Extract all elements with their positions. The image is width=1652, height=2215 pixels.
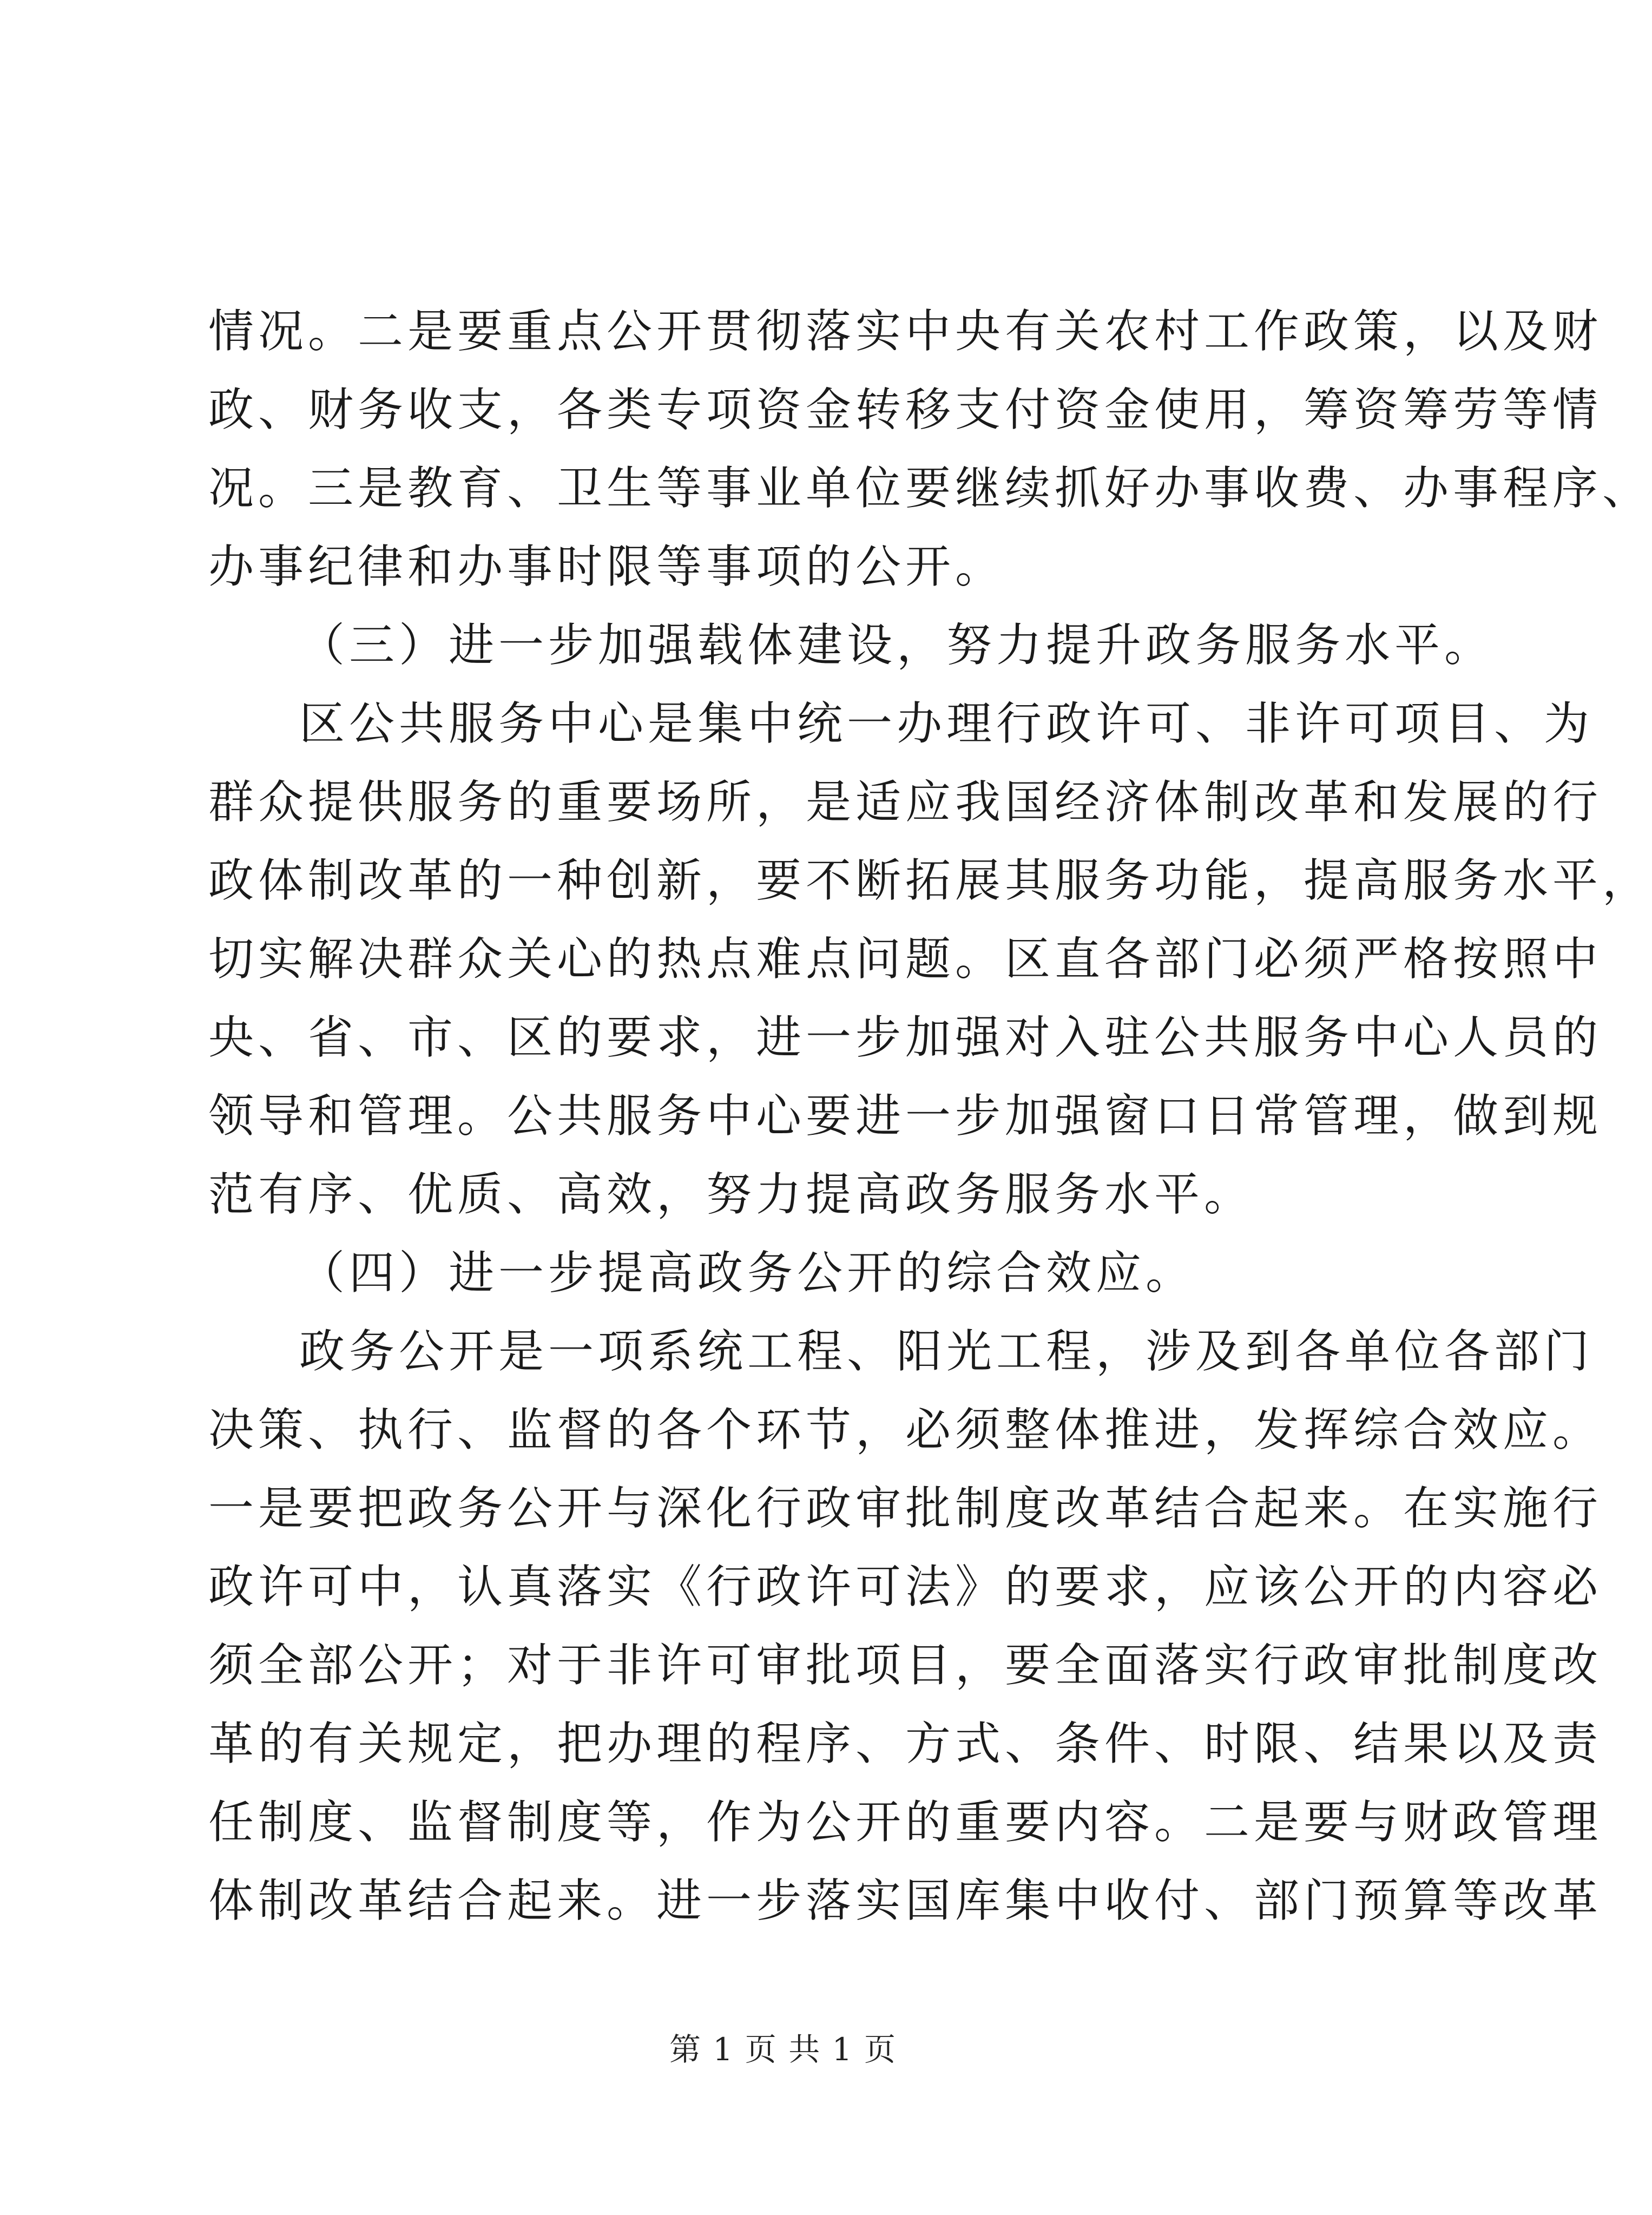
text-line: 革的有关规定，把办理的程序、方式、条件、时限、结果以及责 [208,1717,1603,1770]
text-line: 政务公开是一项系统工程、阳光工程，涉及到各单位各部门 [299,1325,1594,1378]
text-line: 央、省、市、区的要求，进一步加强对入驻公共服务中心人员的 [208,1011,1603,1064]
page-footer: 第 1 页 共 1 页 [669,2031,897,2068]
text-line: 体制改革结合起来。进一步落实国库集中收付、部门预算等改革 [208,1874,1603,1927]
text-line: 任制度、监督制度等，作为公开的重要内容。二是要与财政管理 [208,1796,1603,1849]
text-line: 政许可中，认真落实《行政许可法》的要求，应该公开的内容必 [208,1560,1603,1613]
text-line: 政体制改革的一种创新，要不断拓展其服务功能，提高服务水平， [208,854,1652,907]
text-line: 范有序、优质、高效，努力提高政务服务水平。 [208,1168,1254,1221]
text-line: 政、财务收支，各类专项资金转移支付资金使用，筹资筹劳等情 [208,383,1603,436]
text-line: 领导和管理。公共服务中心要进一步加强窗口日常管理，做到规 [208,1089,1603,1142]
document-body [208,292,1652,1940]
text-line: 区公共服务中心是集中统一办理行政许可、非许可项目、为 [299,697,1594,750]
text-line: 况。三是教育、卫生等事业单位要继续抓好办事收费、办事程序、 [208,462,1652,515]
text-line: 切实解决群众关心的热点难点问题。区直各部门必须严格按照中 [208,932,1603,985]
text-line: 情况。二是要重点公开贯彻落实中央有关农村工作政策，以及财 [208,305,1603,358]
text-line: （四）进一步提高政务公开的综合效应。 [299,1246,1196,1299]
text-line: 须全部公开；对于非许可审批项目，要全面落实行政审批制度改 [208,1639,1603,1692]
text-line: 群众提供服务的重要场所，是适应我国经济体制改革和发展的行 [208,775,1603,829]
text-line: （三）进一步加强载体建设，努力提升政务服务水平。 [299,619,1495,672]
text-line: 一是要把政务公开与深化行政审批制度改革结合起来。在实施行 [208,1482,1603,1535]
text-line: 决策、执行、监督的各个环节，必须整体推进，发挥综合效应。 [208,1403,1603,1456]
text-line: 办事纪律和办事时限等事项的公开。 [208,540,1005,593]
